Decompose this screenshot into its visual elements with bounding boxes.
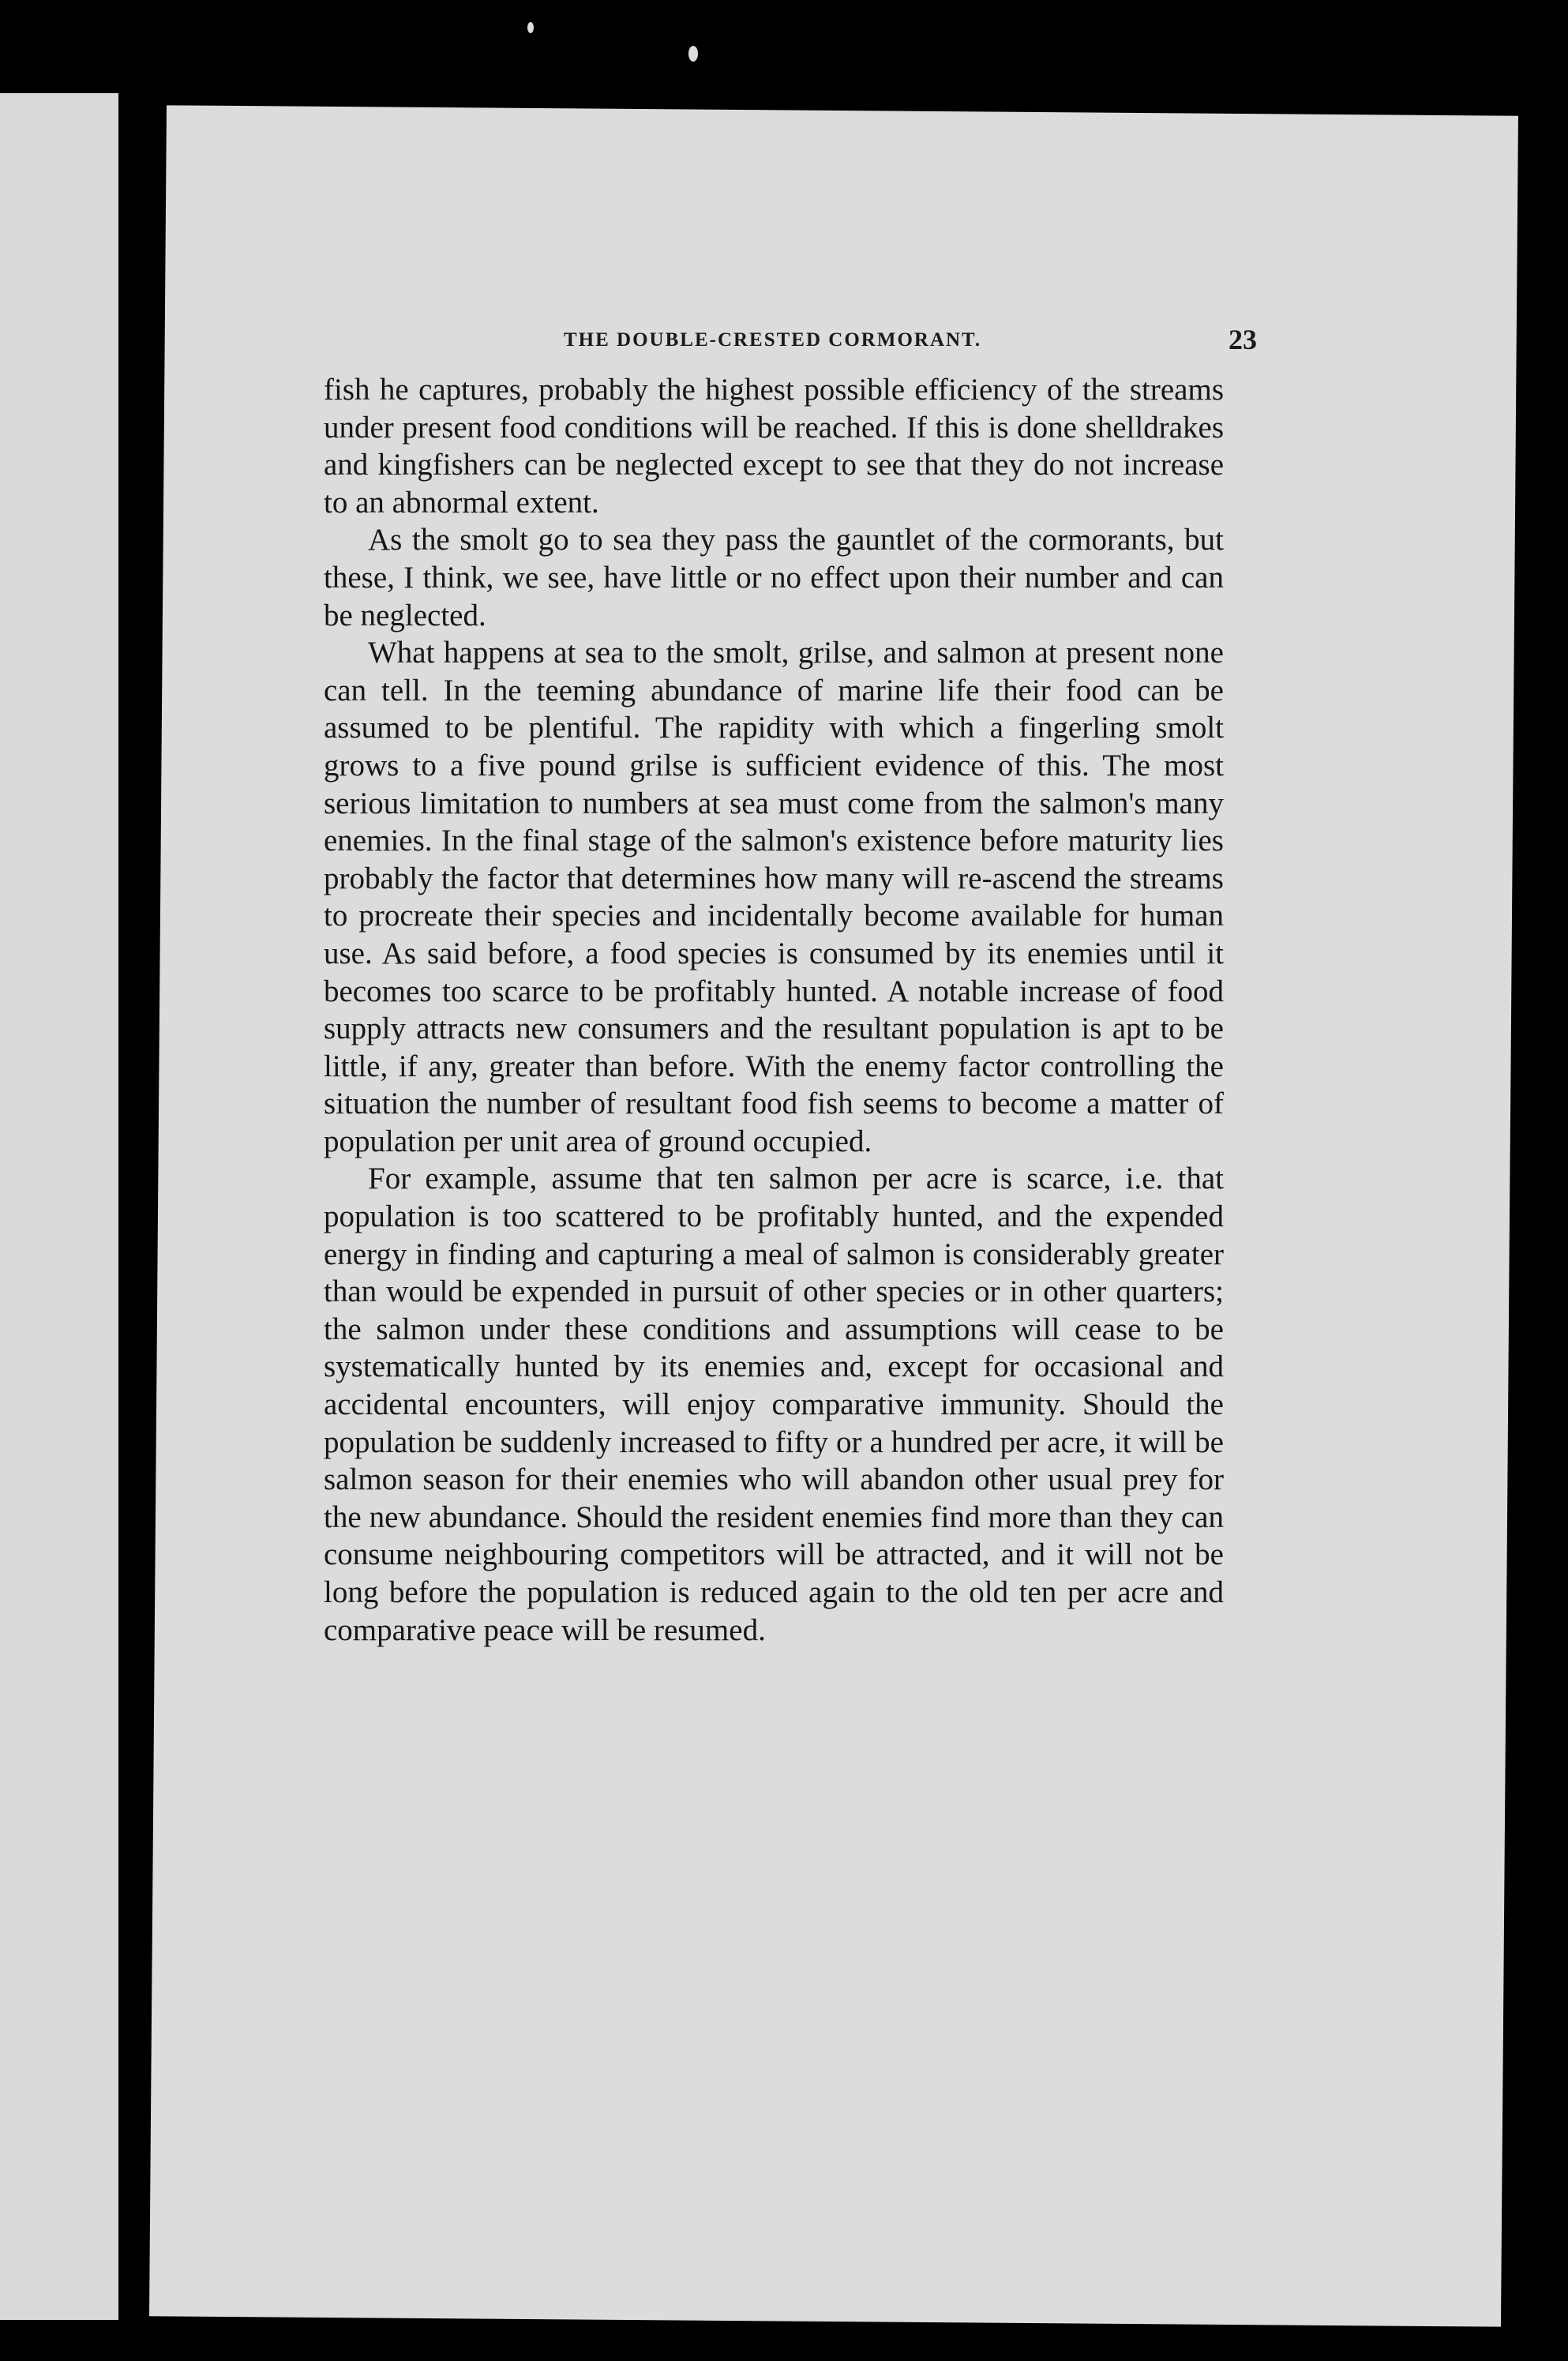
paragraph-4: For example, assume that ten salmon per acre is scarce, i.e. that population is too scattered to be profitably hunted, and the expended energy in finding and capturing a meal of salmon is considerably greater than would be expended in pursuit of other species or in other quarters; the salmon under these conditions and assumptions will cease to be systematically hunted by its enemies and, except for occasional and accidental encounters, will enjoy comparative immunity. Should the population be suddenly increased to fifty or a hundred per acre, it will be salmon season for their enemies who will abandon other usual prey for the new abundance. Should the resident enemies find more than they can consume neighbouring competitors will be attracted, and it will not be long before the population is reduced again to the old ten per acre and comparative peace will be resumed. [324,1162,1224,1647]
paragraph-2: As the smolt go to sea they pass the gauntlet of the cormorants, but these, I think, we see, have little or no effect upon their number and can be neglected. [324,523,1224,632]
scan-speck-top-right [688,46,698,62]
running-head: THE DOUBLE-CRESTED CORMORANT. [564,329,982,351]
paragraph-3: What happens at sea to the smolt, grilse, and salmon at present none can tell. In the teeming abundance of marine life their food can be assumed to be plentiful. The rapidity with which a fingerling smolt grows to a five pound grilse is sufficient evidence of this. The most serious limitation to numbers at sea must come from the salmon's many enemies. In the final stage of the salmon's existence before maturity lies probably the factor that determines how many will re-ascend the streams to procreate their species and incidentally become available for human use. As said before, a food species is consumed by its enemies until it becomes too scarce to be profitably hunted. A notable increase of food supply attracts new consumers and the resultant population is apt to be little, if any, greater than before. With the enemy factor controlling the situation the number of resultant food fish seems to become a matter of population per unit area of ground occupied. [324,636,1224,1158]
page-number: 23 [1229,324,1257,355]
body-text [324,371,1224,1649]
paragraph-1: fish he captures, probably the highest possible efficiency of the streams under present food conditions will be reached. If this is done shelldrakes and kingfishers can be neglected except to see that they do not increase to an abnormal extent. [324,373,1224,520]
scan-speck-top [527,22,534,33]
previous-page-edge [0,93,118,2320]
page-header [401,320,1257,359]
